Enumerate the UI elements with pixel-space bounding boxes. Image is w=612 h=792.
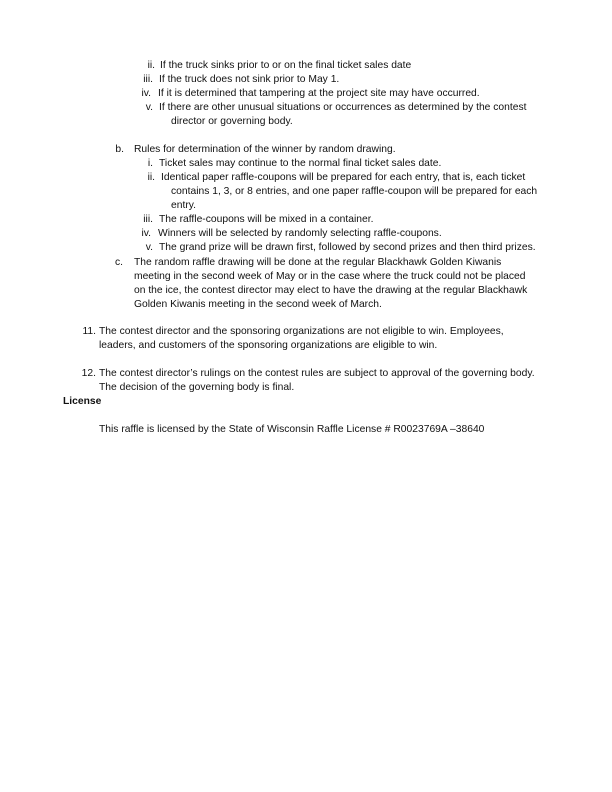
list-item-text: If it is determined that tampering at the project site may have occurred. [158, 88, 480, 99]
list-item-text-continued: director or governing body. [171, 116, 293, 127]
list-marker: i. [147, 158, 153, 169]
list-marker: v. [145, 102, 153, 113]
list-item-text: The raffle-coupons will be mixed in a container. [159, 214, 374, 225]
license-heading: License [63, 396, 102, 407]
list-marker: ii. [147, 60, 155, 71]
list-item-text: The grand prize will be drawn first, followed by second prizes and then third prizes. [159, 242, 536, 253]
list-marker: 11. [82, 326, 96, 337]
list-item-text: Identical paper raffle-coupons will be prepared for each entry, that is, each ticket [161, 172, 526, 183]
list-marker: c. [114, 257, 123, 268]
list-marker: 12. [81, 368, 96, 379]
section-heading-text: Rules for determination of the winner by random drawing. [134, 144, 396, 155]
paragraph-line: Golden Kiwanis meeting in the second week of March. [134, 299, 382, 310]
paragraph-line: meeting in the second week of May or in the case where the truck could not be placed [134, 271, 526, 282]
list-marker: iv. [141, 228, 151, 239]
list-item-text: If the truck does not sink prior to May 1. [159, 74, 340, 85]
list-marker: ii. [147, 172, 155, 183]
paragraph-line: The contest director and the sponsoring organizations are not eligible to win. Employees, [99, 326, 504, 337]
list-marker: v. [145, 242, 153, 253]
list-marker: iii. [143, 214, 153, 225]
paragraph-line: The random raffle drawing will be done at the regular Blackhawk Golden Kiwanis [134, 257, 502, 268]
list-marker: iii. [143, 74, 153, 85]
list-item-text: Ticket sales may continue to the normal final ticket sales date. [159, 158, 442, 169]
list-item-text: Winners will be selected by randomly selecting raffle-coupons. [158, 228, 442, 239]
list-marker: b. [115, 144, 124, 155]
list-item-text-continued: entry. [171, 200, 196, 211]
paragraph-line: on the ice, the contest director may elect to have the drawing at the regular Blackhawk [134, 285, 528, 296]
list-item-text: If there are other unusual situations or occurrences as determined by the contest [159, 102, 527, 113]
list-item-text-continued: contains 1, 3, or 8 entries, and one paper raffle-coupon will be prepared for each [171, 186, 538, 197]
paragraph-line: The contest director’s rulings on the contest rules are subject to approval of the governing body. [99, 368, 535, 379]
paragraph-line: leaders, and customers of the sponsoring organizations are eligible to win. [99, 340, 438, 351]
list-marker: iv. [141, 88, 151, 99]
license-text: This raffle is licensed by the State of Wisconsin Raffle License # R0023769A –38640 [99, 424, 485, 435]
list-item-text: If the truck sinks prior to or on the final ticket sales date [160, 60, 412, 71]
paragraph-line: The decision of the governing body is final. [99, 382, 295, 393]
